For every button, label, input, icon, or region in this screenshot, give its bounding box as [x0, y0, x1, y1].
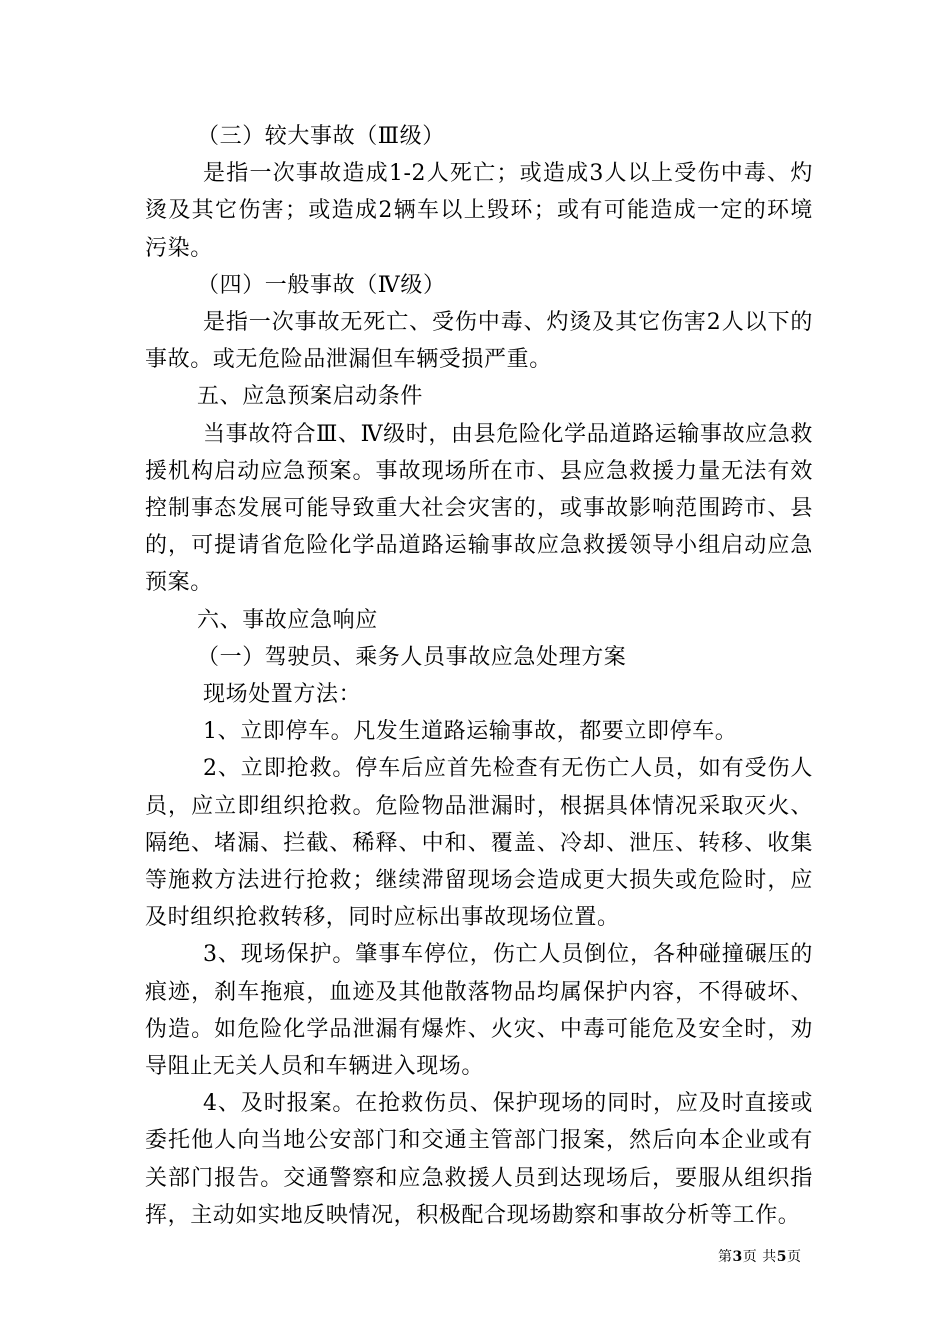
paragraph-general-accident-definition: 是指一次事故无死亡、受伤中毒、灼烫及其它伤害2人以下的事故。或无危险品泄漏但车辆受损严重。 [145, 310, 813, 373]
paragraph-step-stop: 1、立即停车。凡发生道路运输事故，都要立即停车。 [203, 719, 738, 745]
footer-current-page: 3 [732, 1249, 743, 1265]
document-body [145, 118, 813, 1234]
section-heading-major-accident: （三）较大事故（Ⅲ级） [197, 124, 445, 149]
footer-total-pages: 5 [776, 1249, 787, 1265]
footer-prefix: 第 [718, 1249, 733, 1265]
page-footer [718, 1246, 801, 1266]
paragraph-plan-activation: 当事故符合Ⅲ、Ⅳ级时，由县危险化学品道路运输事故应急救援机构启动应急预案。事故现场所在市、县应急救援力量无法有效控制事态发展可能导致重大社会灾害的，或事故影响范围跨市、县的，可提请省危险化学品道路运输事故应急救援领导小组启动应急预案。 [145, 421, 813, 596]
section-heading-emergency-response: 六、事故应急响应 [197, 607, 378, 633]
footer-middle: 页 共 [742, 1249, 777, 1265]
section-heading-general-accident: （四）一般事故（Ⅳ级） [197, 272, 446, 298]
section-heading-plan-activation: 五、应急预案启动条件 [197, 384, 424, 410]
paragraph-step-rescue: 2、立即抢救。停车后应首先检查有无伤亡人员，如有受伤人员，应立即组织抢救。危险物品泄漏时，根据具体情况采取灭火、隔绝、堵漏、拦截、稀释、中和、覆盖、冷却、泄压、转移、收集等施救方法进行抢救；继续滞留现场会造成更大损失或危险时，应及时组织抢救转移，同时应标出事故现场位置。 [145, 756, 813, 931]
paragraph-step-protect-scene: 3、现场保护。肇事车停位，伤亡人员倒位，各种碰撞碾压的痕迹，刹车拖痕，血迹及其他散落物品均属保护内容，不得破坏、伪造。如危险化学品泄漏有爆炸、火灾、中毒可能危及安全时，劝导阻止无关人员和车辆进入现场。 [145, 942, 813, 1080]
paragraph-major-accident-definition: 是指一次事故造成1-2人死亡；或造成3人以上受伤中毒、灼烫及其它伤害；或造成2辆车以上毁环；或有可能造成一定的环境污染。 [145, 161, 813, 261]
paragraph-step-report: 4、及时报案。在抢救伤员、保护现场的同时，应及时直接或委托他人向当地公安部门和交通主管部门报案，然后向本企业或有关部门报告。交通警察和应急救援人员到达现场后，要服从组织指挥，主动如实地反映情况，积极配合现场勘察和事故分析等工作。 [145, 1091, 813, 1228]
paragraph-onsite-methods: 现场处置方法： [203, 682, 362, 708]
section-heading-driver-plan: （一）驾驶员、乘务人员事故应急处理方案 [197, 644, 627, 670]
footer-suffix: 页 [786, 1249, 802, 1265]
